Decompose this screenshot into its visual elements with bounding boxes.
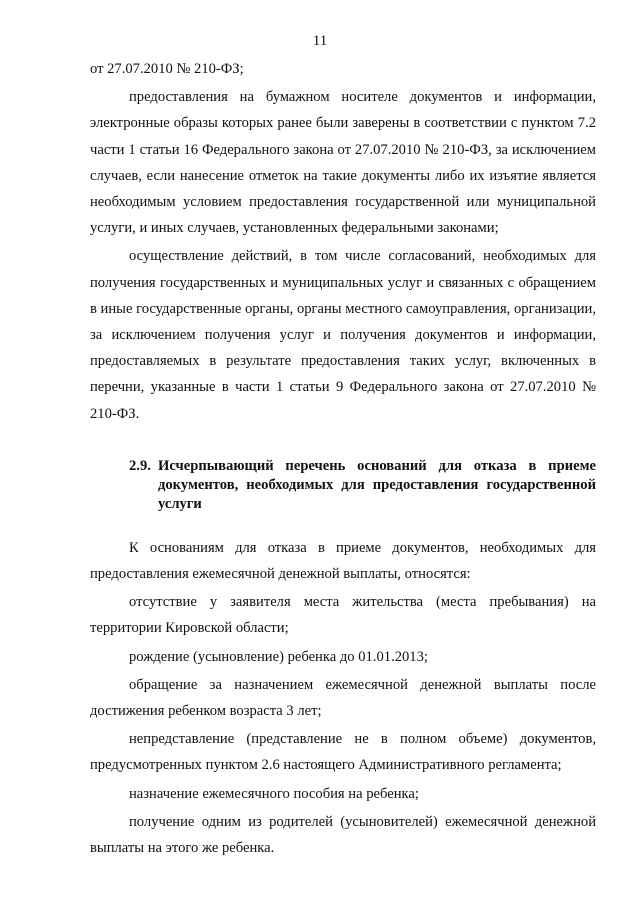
paragraph-continuation: от 27.07.2010 № 210-ФЗ;	[90, 61, 244, 77]
section-heading	[90, 457, 596, 514]
page-number: 11	[312, 33, 328, 49]
paragraph: К основаниям для отказа в приеме документов, необходимых для предоставления ежемесячной денежной выплаты, относятся:	[90, 539, 596, 583]
list-item: непредставление (представление не в полном объеме) документов, предусмотренных пунктом 2.6 настоящего Административного регламента;	[90, 731, 596, 774]
section-number: 2.9.	[129, 457, 151, 474]
list-item: отсутствие у заявителя места жительства (места пребывания) на территории Кировской области;	[90, 594, 596, 637]
document-body	[90, 56, 596, 861]
paragraph: предоставления на бумажном носителе документов и информации, электронные образы которых ранее были заверены в соответствии с пунктом 7.2 части 1 статьи 16 Федерального закона от 27.07.2010 № 210-ФЗ, за исключением случаев, если нанесение отметок на такие документы либо их изъятие является необходимым условием предоставления государственной или муниципальной услуги, и иных случаев, установленных федеральными законами;	[90, 89, 596, 237]
paragraph: осуществление действий, в том числе согласований, необходимых для получения государственных и муниципальных услуг и связанных с обращением в иные государственные органы, органы местного самоуправления, организации, за исключением получения услуг и получения документов и информации, предоставляемых в результате предоставления таких услуг, включенных в перечни, указанные в части 1 статьи 9 Федерального закона от 27.07.2010 № 210-ФЗ.	[90, 248, 596, 422]
list-item: получение одним из родителей (усыновителей) ежемесячной денежной выплаты на этого же ребенка.	[90, 813, 596, 857]
list-item: обращение за назначением ежемесячной денежной выплаты после достижения ребенком возраста 3 лет;	[90, 676, 596, 720]
list-item: рождение (усыновление) ребенка до 01.01.2013;	[129, 648, 428, 665]
list-item: назначение ежемесячного пособия на ребенка;	[129, 785, 419, 802]
section-title: Исчерпывающий перечень оснований для отказа в приеме документов, необходимых для предоставления государственной услуги	[158, 457, 596, 512]
